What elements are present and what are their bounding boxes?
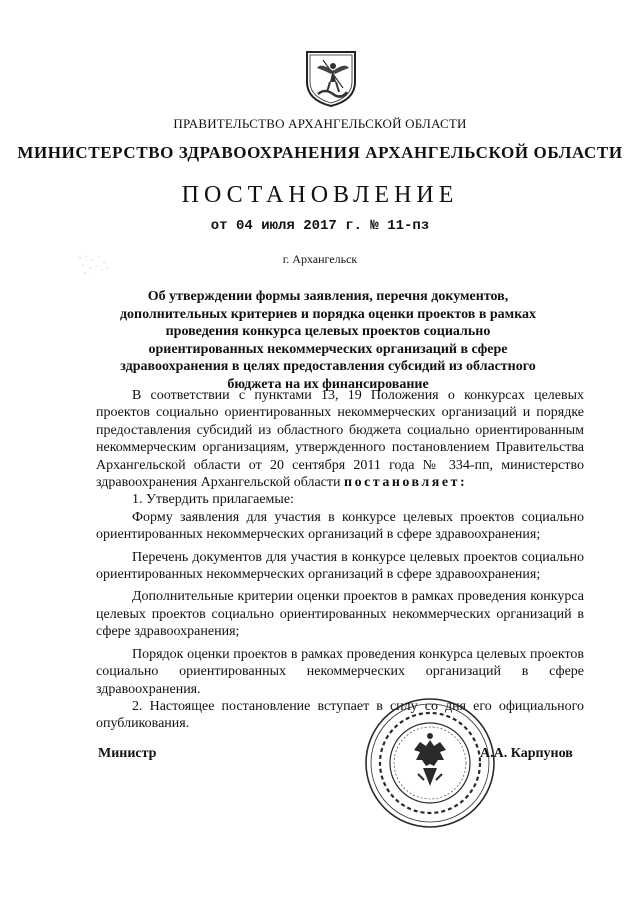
ministry-name: МИНИСТЕРСТВО ЗДРАВООХРАНЕНИЯ АРХАНГЕЛЬСКОЙ ОБЛАСТИ xyxy=(17,143,623,162)
government-name: ПРАВИТЕЛЬСТВО АРХАНГЕЛЬСКОЙ ОБЛАСТИ xyxy=(173,116,467,131)
signatory-name: А.А. Карпунов xyxy=(480,746,573,761)
official-round-seal-icon xyxy=(360,694,500,832)
document-body xyxy=(96,387,584,733)
resolves-word: постановляет: xyxy=(344,475,468,491)
body-intro: В соответствии с пунктами 13, 19 Положения о конкурсах целевых проектов социально ориентированных некоммерческих организаций и порядке предоставления субсидий из областного бюджета социально ориентированным некоммерческим организациям, утвержденного постановлением Правительства Архангельской области от 20 сентября 2011 года № 334-пп, министерство здравоохранения Архангельской области постановляет: xyxy=(96,388,584,491)
item-2: 2. Настоящее постановление вступает в силу со дня его официального опубликования. xyxy=(96,698,584,732)
document-title: Об утверждении формы заявления, перечня документов, дополнительных критериев и порядка оценки проектов в рамках проведения конкурса целевых проектов социально ориентированных некоммерческих организаций в сфере здравоохранения в целях предоставления субсидий из областного бюджета на их финансирование xyxy=(119,289,537,392)
document-type: ПОСТАНОВЛЕНИЕ xyxy=(181,182,459,208)
double-headed-eagle-icon xyxy=(414,733,446,786)
item-1-form: Форму заявления для участия в конкурсе целевых проектов социально ориентированных некоммерческих организаций в сфере здравоохранения; xyxy=(96,509,584,543)
date-and-number: от 04 июля 2017 г. № 11-пз xyxy=(210,218,430,234)
item-1: 1. Утвердить прилагаемые: xyxy=(132,492,294,508)
signatory-position: Министр xyxy=(98,746,157,761)
city: г. Архангельск xyxy=(282,252,358,266)
item-1-evaluation-order: Порядок оценки проектов в рамках проведения конкурса целевых проектов социально ориентированных некоммерческих организаций в сфере здравоохранения. xyxy=(96,646,584,697)
arkhangelsk-coat-of-arms-icon xyxy=(303,48,359,108)
item-1-documents-list: Перечень документов для участия в конкурсе целевых проектов социально ориентированных некоммерческих организаций в сфере здравоохранения; xyxy=(96,549,584,583)
item-1-criteria: Дополнительные критерии оценки проектов в рамках проведения конкурса целевых проектов социально ориентированных некоммерческих организаций в сфере здравоохранения; xyxy=(96,589,584,640)
